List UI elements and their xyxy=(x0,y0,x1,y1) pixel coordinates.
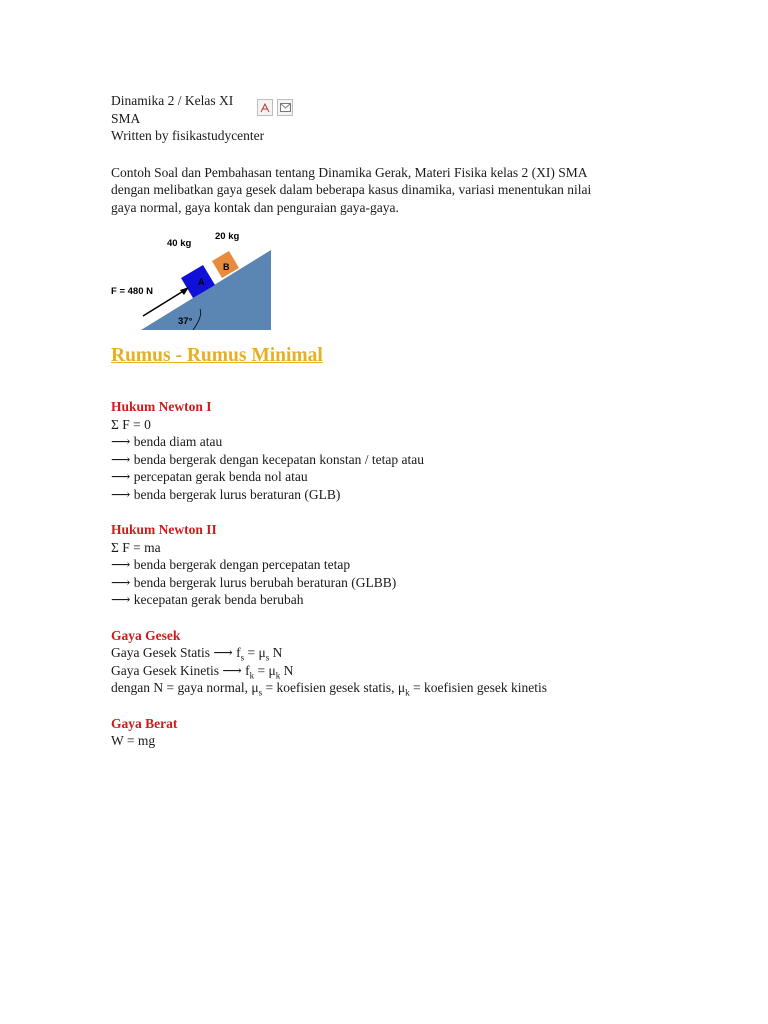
newton-1-item: ⟶ benda bergerak lurus beraturan (GLB) xyxy=(111,486,341,502)
statis-sub-f: s xyxy=(240,652,245,663)
block-b-label: B xyxy=(223,262,230,272)
force-arrow-head xyxy=(180,287,189,295)
angle-label: 37° xyxy=(178,316,193,327)
def-part-b: = koefisien gesek statis, μ xyxy=(262,680,406,695)
newton-1-block xyxy=(111,398,671,503)
incline-figure xyxy=(111,230,671,330)
gesek-statis-formula xyxy=(111,644,671,662)
force-label: F = 480 N xyxy=(111,286,153,297)
newton-1-item: ⟶ percepatan gerak benda nol atau xyxy=(111,469,308,484)
author-line: Written by fisikastudycenter xyxy=(111,128,265,143)
newton-1-item: ⟶ benda diam atau xyxy=(111,434,223,449)
kinetis-sub-mu: k xyxy=(275,670,281,681)
incline-diagram xyxy=(111,230,281,330)
kinetis-sub-f: k xyxy=(249,670,255,681)
newton-1-heading: Hukum Newton I xyxy=(111,399,212,414)
gaya-berat-block xyxy=(111,715,671,750)
newton-2-item: ⟶ benda bergerak dengan percepatan tetap xyxy=(111,557,351,572)
def-part-c: = koefisien gesek kinetis xyxy=(409,680,547,695)
statis-prefix: Gaya Gesek Statis ⟶ f xyxy=(111,645,241,660)
gesek-definitions xyxy=(111,679,671,697)
kinetis-prefix: Gaya Gesek Kinetis ⟶ f xyxy=(111,662,250,678)
document-actions xyxy=(257,99,293,116)
document-page xyxy=(111,92,671,750)
gaya-berat-heading: Gaya Berat xyxy=(111,715,178,731)
title-line-2: SMA xyxy=(111,110,141,126)
title-row xyxy=(111,92,671,127)
newton-1-formula: Σ F = 0 xyxy=(111,416,151,432)
intro-paragraph xyxy=(111,164,656,217)
newton-2-item: ⟶ benda bergerak lurus berubah beraturan (GLBB) xyxy=(111,574,397,590)
gaya-gesek-block xyxy=(111,627,671,697)
newton-2-heading: Hukum Newton II xyxy=(111,522,217,537)
block-a-label: A xyxy=(198,277,205,287)
newton-2-item: ⟶ kecepatan gerak benda berubah xyxy=(111,592,304,607)
newton-2-formula: Σ F = ma xyxy=(111,539,161,555)
kinetis-end: N xyxy=(280,662,294,678)
mass-b-label: 20 kg xyxy=(215,231,240,242)
intro-line-1: Contoh Soal dan Pembahasan tentang Dinamika Gerak, Materi Fisika kelas 2 (XI) SMA xyxy=(111,164,588,180)
intro-line-2: dengan melibatkan gaya gesek dalam beberapa kasus dinamika, variasi menentukan nilai xyxy=(111,182,592,197)
def-part-a: dengan N = gaya normal, μ xyxy=(111,680,259,695)
statis-sub-mu: s xyxy=(265,652,270,663)
section-title[interactable]: Rumus - Rumus Minimal xyxy=(111,345,323,366)
statis-end: N xyxy=(269,645,283,660)
def-sub-s: s xyxy=(258,687,263,698)
kinetis-mid: = μ xyxy=(254,662,276,678)
intro-line-3: gaya normal, gaya kontak dan penguraian gaya-gaya. xyxy=(111,199,399,215)
gaya-gesek-heading: Gaya Gesek xyxy=(111,627,181,643)
def-sub-k: k xyxy=(405,687,410,698)
pdf-icon[interactable] xyxy=(257,99,273,116)
title-line-1: Dinamika 2 / Kelas XI xyxy=(111,93,234,108)
newton-1-item: ⟶ benda bergerak dengan kecepatan konstan / tetap atau xyxy=(111,451,424,467)
newton-2-block xyxy=(111,521,671,609)
statis-mid: = μ xyxy=(244,645,266,660)
email-icon[interactable] xyxy=(277,99,293,116)
article-title xyxy=(111,92,253,127)
gesek-kinetis-formula xyxy=(111,662,671,680)
gaya-berat-formula: W = mg xyxy=(111,733,156,748)
mass-a-label: 40 kg xyxy=(167,238,192,249)
